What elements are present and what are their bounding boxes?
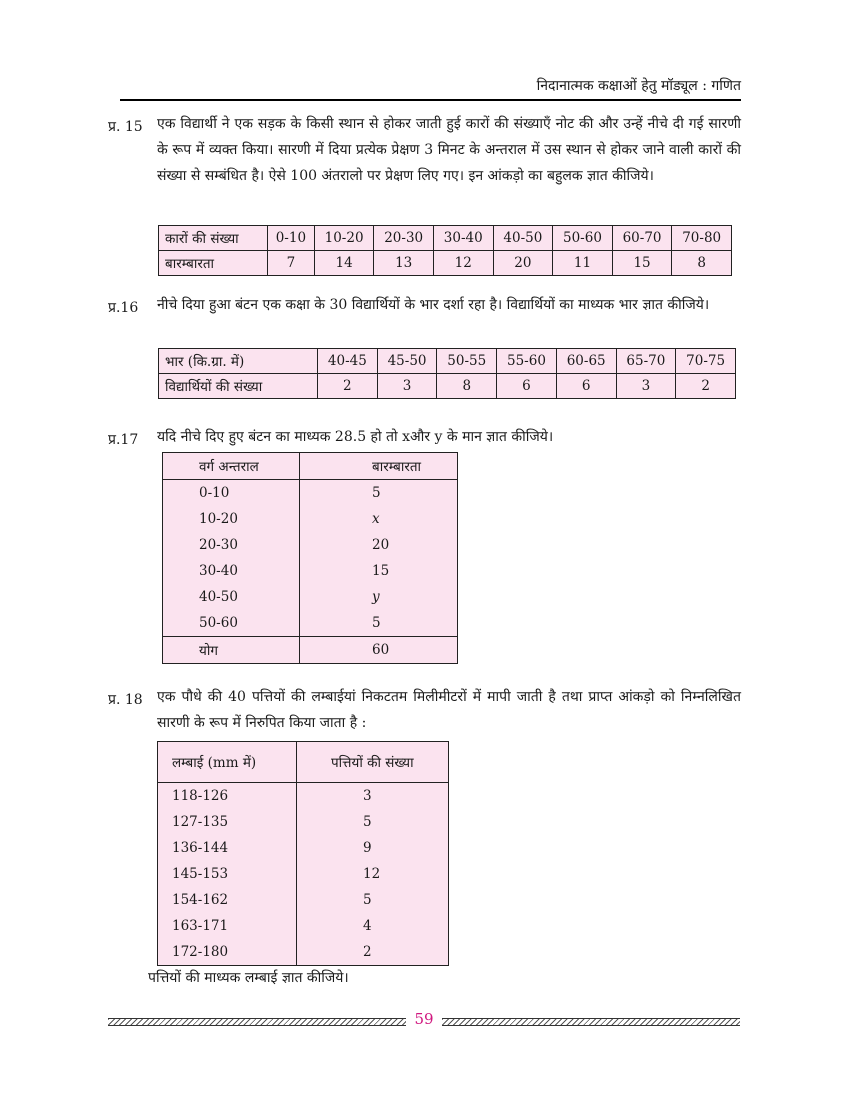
table-cell: 40-50: [163, 584, 300, 610]
weights-table: [158, 348, 736, 399]
table-cell: 0-10: [268, 226, 315, 251]
table-cell: 3: [297, 783, 449, 810]
table-cell: 5: [297, 809, 449, 835]
table-total-value: 60: [300, 637, 458, 664]
table-cell: y: [300, 584, 458, 610]
table-cell: 20: [493, 251, 553, 276]
question-number: प्र.16: [108, 300, 139, 316]
footer-ornament-right: [442, 1018, 740, 1026]
table-cell: 70-80: [672, 226, 732, 251]
footer-ornament-left: [108, 1018, 406, 1026]
question-text: एक पौधे की 40 पत्तियों की लम्बाईयां निकटतम मिलीमीटरों में मापी जाती है तथा प्राप्त आंकड़ो को निम्नलिखित सारणी के रूप में निरुपित किया जाता है :: [157, 689, 741, 731]
table-cell: 3: [616, 374, 676, 399]
table-cell: 20-30: [374, 226, 434, 251]
table-cell: 15: [300, 558, 458, 584]
table-total-label: योग: [163, 637, 300, 664]
question-number: प्र. 15: [108, 119, 143, 135]
table-cell: 9: [297, 835, 449, 861]
table-cell: 2: [318, 374, 378, 399]
table-cell: 136-144: [158, 835, 297, 861]
column-header-text: लम्बाई (mm में): [172, 755, 257, 771]
table-cell: 40-45: [318, 349, 378, 374]
question-number: प्र.17: [108, 432, 139, 448]
table-cell: 55-60: [497, 349, 557, 374]
table-cell: 13: [374, 251, 434, 276]
question-text: नीचे दिया हुआ बंटन एक कक्षा के 30 विद्यार्थियों के भार दर्शा रहा है। विद्यार्थियों का माध्यक भार ज्ञात कीजिये।: [157, 297, 710, 313]
table-row-label: विद्यार्थियों की संख्या: [159, 374, 318, 399]
table-cell: 15: [612, 251, 672, 276]
running-header: निदानात्मक कक्षाओं हेतु मॉड्यूल : गणित: [120, 76, 741, 101]
table-cell: 14: [314, 251, 374, 276]
table-cell: 5: [297, 887, 449, 913]
table-cell: 127-135: [158, 809, 297, 835]
question-number: प्र. 18: [108, 692, 143, 708]
table-row-label: भार (कि.ग्रा. में): [159, 349, 318, 374]
table-cell: 145-153: [158, 861, 297, 887]
table-cell: 11: [553, 251, 613, 276]
cars-frequency-table: [158, 225, 732, 276]
table-cell: 8: [672, 251, 732, 276]
table-cell: 20-30: [163, 532, 300, 558]
table-cell: 12: [433, 251, 493, 276]
table-cell: 50-60: [553, 226, 613, 251]
table-cell: 118-126: [158, 783, 297, 810]
table-cell: 70-75: [676, 349, 736, 374]
table-cell: 60-70: [612, 226, 672, 251]
table-cell: 40-50: [493, 226, 553, 251]
column-header: पत्तियों की संख्या: [297, 742, 449, 783]
page-number: 59: [414, 1010, 434, 1028]
table-cell: 12: [297, 861, 449, 887]
question-followup-text: पत्तियों की माध्यक लम्बाई ज्ञात कीजिये।: [148, 970, 349, 986]
table-cell: 10-20: [314, 226, 374, 251]
table-cell: 163-171: [158, 913, 297, 939]
table-cell: 3: [377, 374, 437, 399]
table-cell: 7: [268, 251, 315, 276]
table-cell: 50-55: [437, 349, 497, 374]
table-cell: 30-40: [163, 558, 300, 584]
table-row-label: कारों की संख्या: [159, 226, 268, 251]
table-cell: 20: [300, 532, 458, 558]
table-cell: 30-40: [433, 226, 493, 251]
table-cell: 60-65: [556, 349, 616, 374]
table-row-label: बारम्बारता: [159, 251, 268, 276]
table-cell: 65-70: [616, 349, 676, 374]
table-cell: 6: [556, 374, 616, 399]
table-cell: 6: [497, 374, 557, 399]
column-header: वर्ग अन्तराल: [163, 453, 300, 480]
page-footer: [108, 1010, 740, 1032]
column-header: [158, 742, 297, 783]
table-cell: 50-60: [163, 610, 300, 637]
table-cell: 45-50: [377, 349, 437, 374]
table-cell: 172-180: [158, 939, 297, 966]
table-cell: 10-20: [163, 506, 300, 532]
leaf-length-table: [157, 741, 449, 966]
table-cell: 2: [297, 939, 449, 966]
column-header: बारम्बारता: [300, 453, 458, 480]
table-cell: 5: [300, 610, 458, 637]
table-cell: 8: [437, 374, 497, 399]
table-cell: 4: [297, 913, 449, 939]
table-cell: 0-10: [163, 480, 300, 507]
table-cell: 5: [300, 480, 458, 507]
table-cell: 154-162: [158, 887, 297, 913]
table-cell: x: [300, 506, 458, 532]
table-cell: 2: [676, 374, 736, 399]
class-interval-table: [162, 452, 458, 664]
question-text: एक विद्यार्थी ने एक सड़क के किसी स्थान से होकर जाती हुई कारों की संख्याएँ नोट की और उन्हें नीचे दी गई सारणी के रूप में व्यक्त किया। सारणी में दिया प्रत्येक प्रेक्षण 3 मिनट के अन्तराल में उस स्थान से होकर जाने वाली कारों की संख्या से सम्बंधित है। ऐसे 100 अंतरालो पर प्रेक्षण लिए गए। इन आंकड़ो का बहुलक ज्ञात कीजिये।: [157, 116, 741, 184]
question-text: यदि नीचे दिए हुए बंटन का माध्यक 28.5 हो तो xऔर y के मान ज्ञात कीजिये।: [157, 429, 554, 445]
